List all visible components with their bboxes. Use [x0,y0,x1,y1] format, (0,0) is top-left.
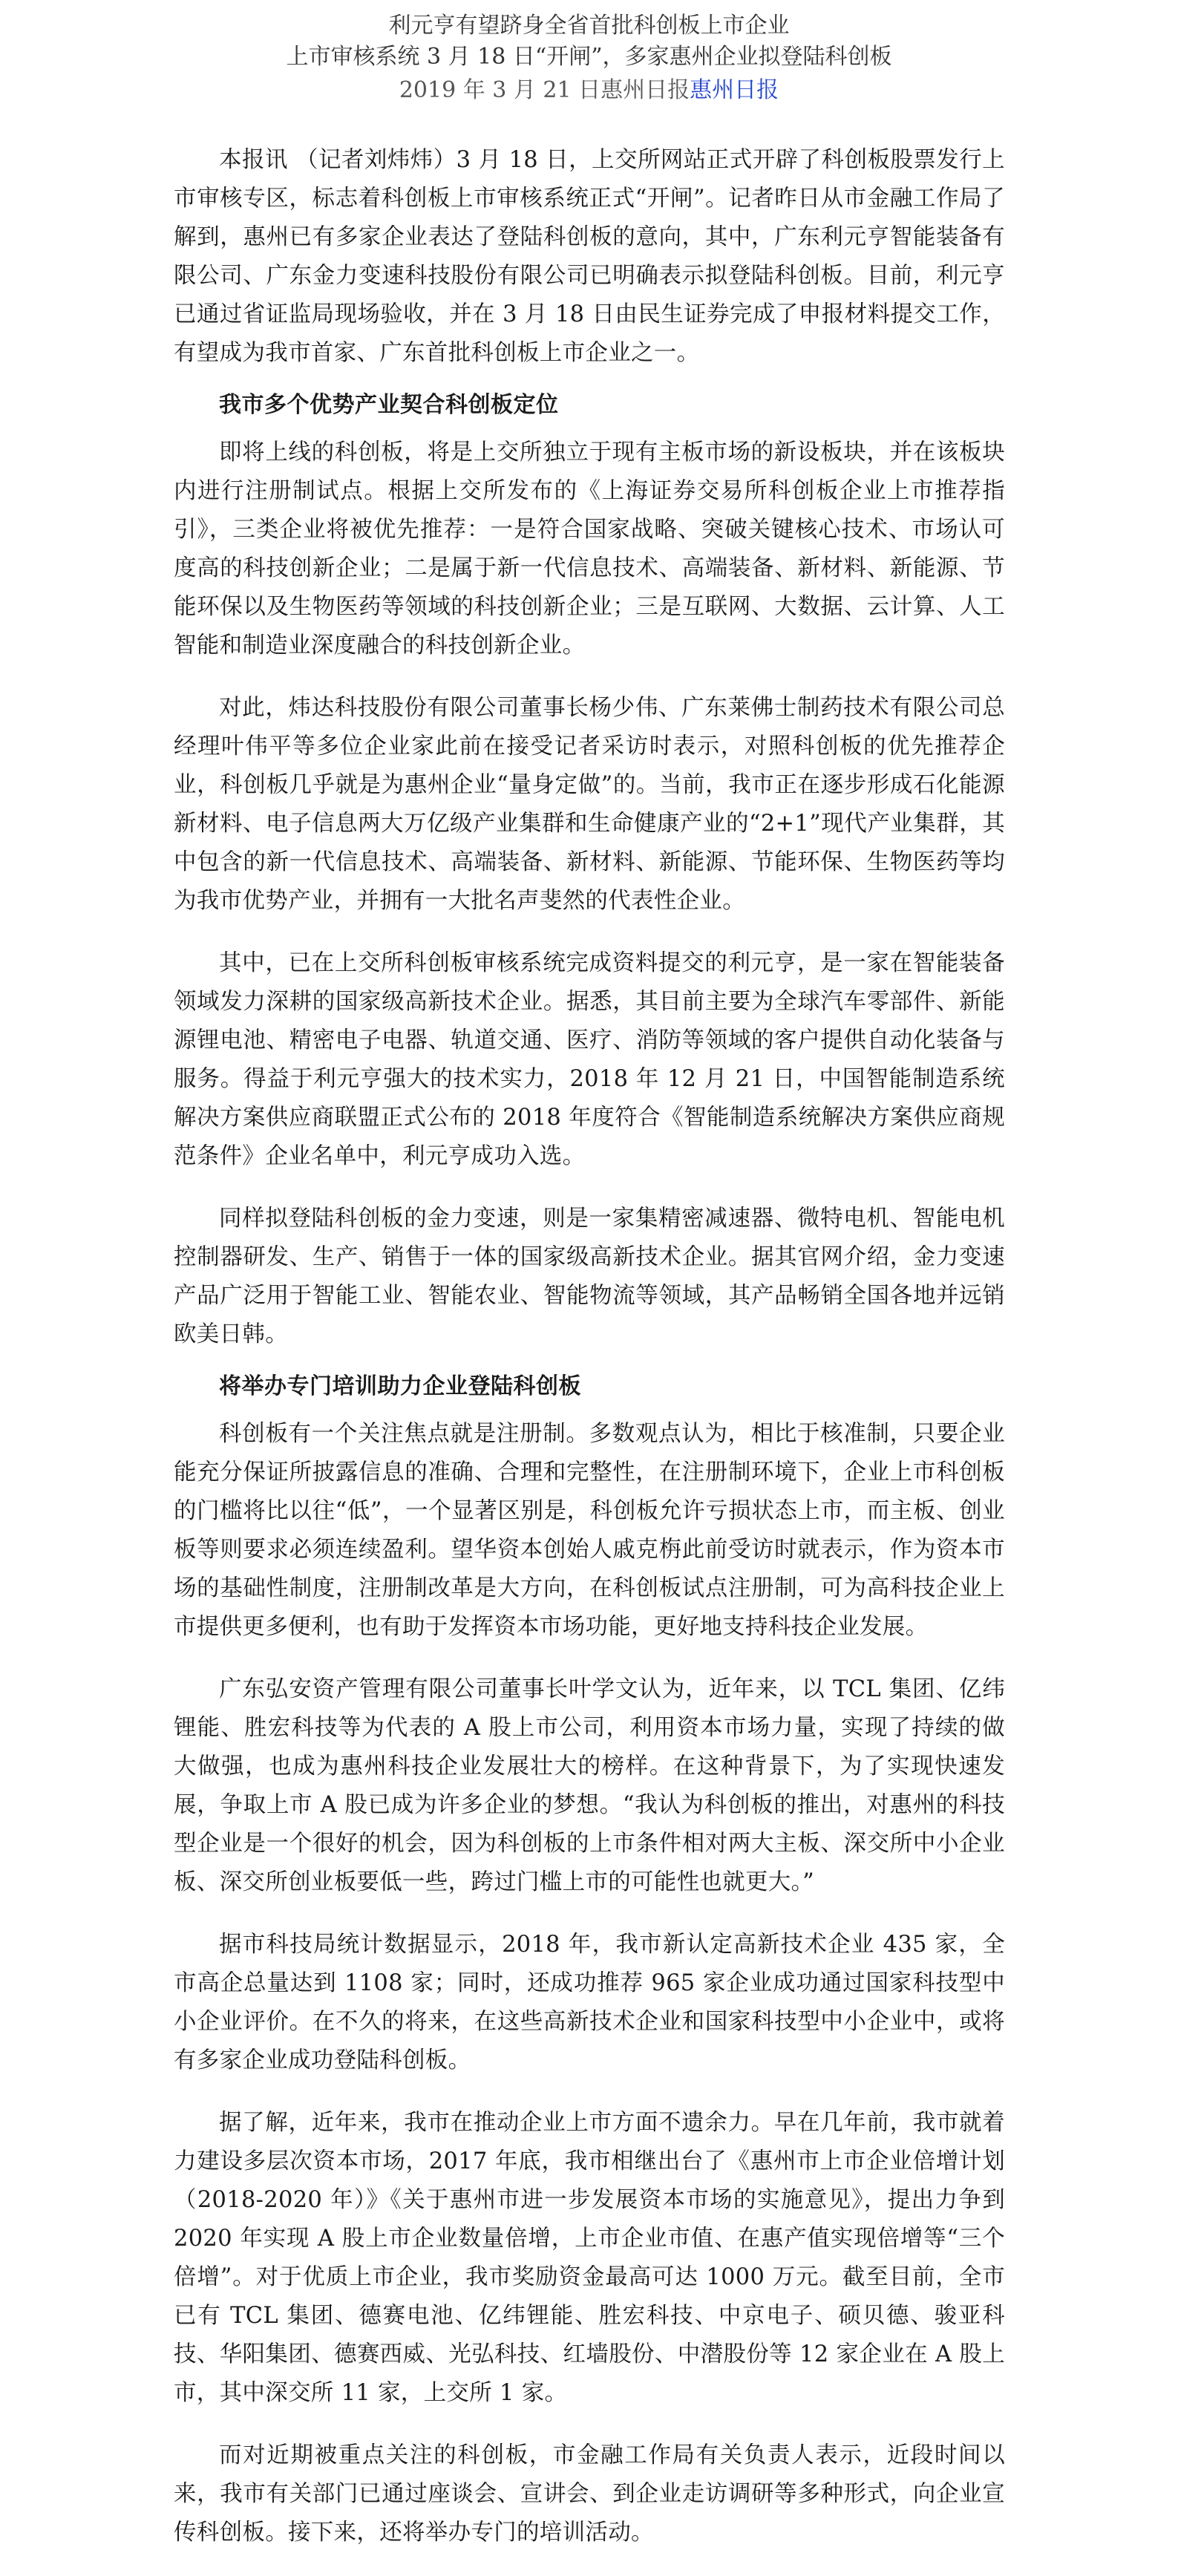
article-subtitle: 上市审核系统 3 月 18 日“开闸”，多家惠州企业拟登陆科创板 [286,44,892,70]
paragraph-4: 其中，已在上交所科创板审核系统完成资料提交的利元亨，是一家在智能装备领域发力深耕的国家级高新技术企业。据悉，其目前主要为全球汽车零部件、新能源锂电池、精密电子电器、轨道交通、医疗、消防等领域的客户提供自动化装备与服务。得益于利元亨强大的技术实力，2018 年 12 月 21 日，中国智能制造系统解决方案供应商联盟正式公布的 2018 年度符合《智能制造系统解决方案供应商规范条件》企业名单中，利元亨成功入选。 [174,950,1005,1169]
article-header [0,0,1178,107]
article-meta [0,74,1178,107]
paragraph-1: 本报讯 （记者刘炜炜）3 月 18 日，上交所网站正式开辟了科创板股票发行上市审核专区，标志着科创板上市审核系统正式“开闸”。记者昨日从市金融工作局了解到，惠州已有多家企业表达了登陆科创板的意向，其中，广东利元亨智能装备有限公司、广东金力变速科技股份有限公司已明确表示拟登陆科创板。目前，利元亨已通过省证监局现场验收，并在 3 月 18 日由民生证券完成了申报材料提交工作，有望成为我市首家、广东首批科创板上市企业之一。 [174,147,1005,366]
paragraph-5: 同样拟登陆科创板的金力变速，则是一家集精密减速器、微特电机、智能电机控制器研发、生产、销售于一体的国家级高新技术企业。据其官网介绍，金力变速产品广泛用于智能工业、智能农业、智能物流等领域，其产品畅销全国各地并远销欧美日韩。 [174,1206,1005,1347]
paragraph-6: 科创板有一个关注焦点就是注册制。多数观点认为，相比于核准制，只要企业能充分保证所披露信息的准确、合理和完整性，在注册制环境下，企业上市科创板的门槛将比以往“低”，一个显著区别是，科创板允许亏损状态上市，而主板、创业板等则要求必须连续盈利。望华资本创始人戚克栴此前受访时就表示，作为资本市场的基础性制度，注册制改革是大方向，在科创板试点注册制，可为高科技企业上市提供更多便利，也有助于发挥资本市场功能，更好地支持科技企业发展。 [174,1421,1005,1640]
article-title: 利元亨有望跻身全省首批科创板上市企业 [388,13,790,39]
paragraph-2: 即将上线的科创板，将是上交所独立于现有主板市场的新设板块，并在该板块内进行注册制试点。根据上交所发布的《上海证券交易所科创板企业上市推荐指引》，三类企业将被优先推荐：一是符合国家战略、突破关键核心技术、市场认可度高的科技创新企业；二是属于新一代信息技术、高端装备、新材料、新能源、节能环保以及生物医药等领域的科技创新企业；三是互联网、大数据、云计算、人工智能和制造业深度融合的科技创新企业。 [174,439,1005,658]
article-body [174,141,1005,2576]
paragraph-9: 据了解，近年来，我市在推动企业上市方面不遗余力。早在几年前，我市就着力建设多层次资本市场，2017 年底，我市相继出台了《惠州市上市企业倍增计划（2018-2020 年）》《关于惠州市进一步发展资本市场的实施意见》，提出力争到 2020 年实现 A 股上市企业数量倍增，上市企业市值、在惠产值实现倍增等“三个倍增”。对于优质上市企业，我市奖励资金最高可达 1000 万元。截至目前，全市已有 TCL 集团、德赛电池、亿纬锂能、胜宏科技、中京电子、硕贝德、骏亚科技、华阳集团、德赛西威、光弘科技、红墙股份、中潜股份等 12 家企业在 A 股上市，其中深交所 11 家，上交所 1 家。 [174,2110,1005,2406]
section-heading-1: 我市多个优势产业契合科创板定位 [219,392,559,418]
section-heading-2: 将举办专门培训助力企业登陆科创板 [219,1373,581,1399]
source-link[interactable]: 惠州日报 [690,77,779,103]
paragraph-8: 据市科技局统计数据显示，2018 年，我市新认定高新技术企业 435 家，全市高企总量达到 1108 家；同时，还成功推荐 965 家企业成功通过国家科技型中小企业评价。在不久的将来，在这些高新技术企业和国家科技型中小企业中，或将有多家企业成功登陆科创板。 [174,1932,1005,2073]
paragraph-10: 而对近期被重点关注的科创板，市金融工作局有关负责人表示，近段时间以来，我市有关部门已通过座谈会、宣讲会、到企业走访调研等多种形式，向企业宣传科创板。接下来，还将举办专门的培训活动。 [174,2442,1005,2546]
publish-date: 2019 年 3 月 21 日惠州日报 [399,77,690,103]
paragraph-7: 广东弘安资产管理有限公司董事长叶学文认为，近年来，以 TCL 集团、亿纬锂能、胜宏科技等为代表的 A 股上市公司，利用资本市场力量，实现了持续的做大做强，也成为惠州科技企业发展壮大的榜样。在这种背景下，为了实现快速发展，争取上市 A 股已成为许多企业的梦想。“我认为科创板的推出，对惠州的科技型企业是一个很好的机会，因为科创板的上市条件相对两大主板、深交所中小企业板、深交所创业板要低一些，跨过门槛上市的可能性也就更大。” [174,1676,1005,1895]
paragraph-3: 对此，炜达科技股份有限公司董事长杨少伟、广东莱佛士制药技术有限公司总经理叶伟平等多位企业家此前在接受记者采访时表示，对照科创板的优先推荐企业，科创板几乎就是为惠州企业“量身定做”的。当前，我市正在逐步形成石化能源新材料、电子信息两大万亿级产业集群和生命健康产业的“2+1”现代产业集群，其中包含的新一代信息技术、高端装备、新材料、新能源、节能环保、生物医药等均为我市优势产业，并拥有一大批名声斐然的代表性企业。 [174,695,1005,914]
